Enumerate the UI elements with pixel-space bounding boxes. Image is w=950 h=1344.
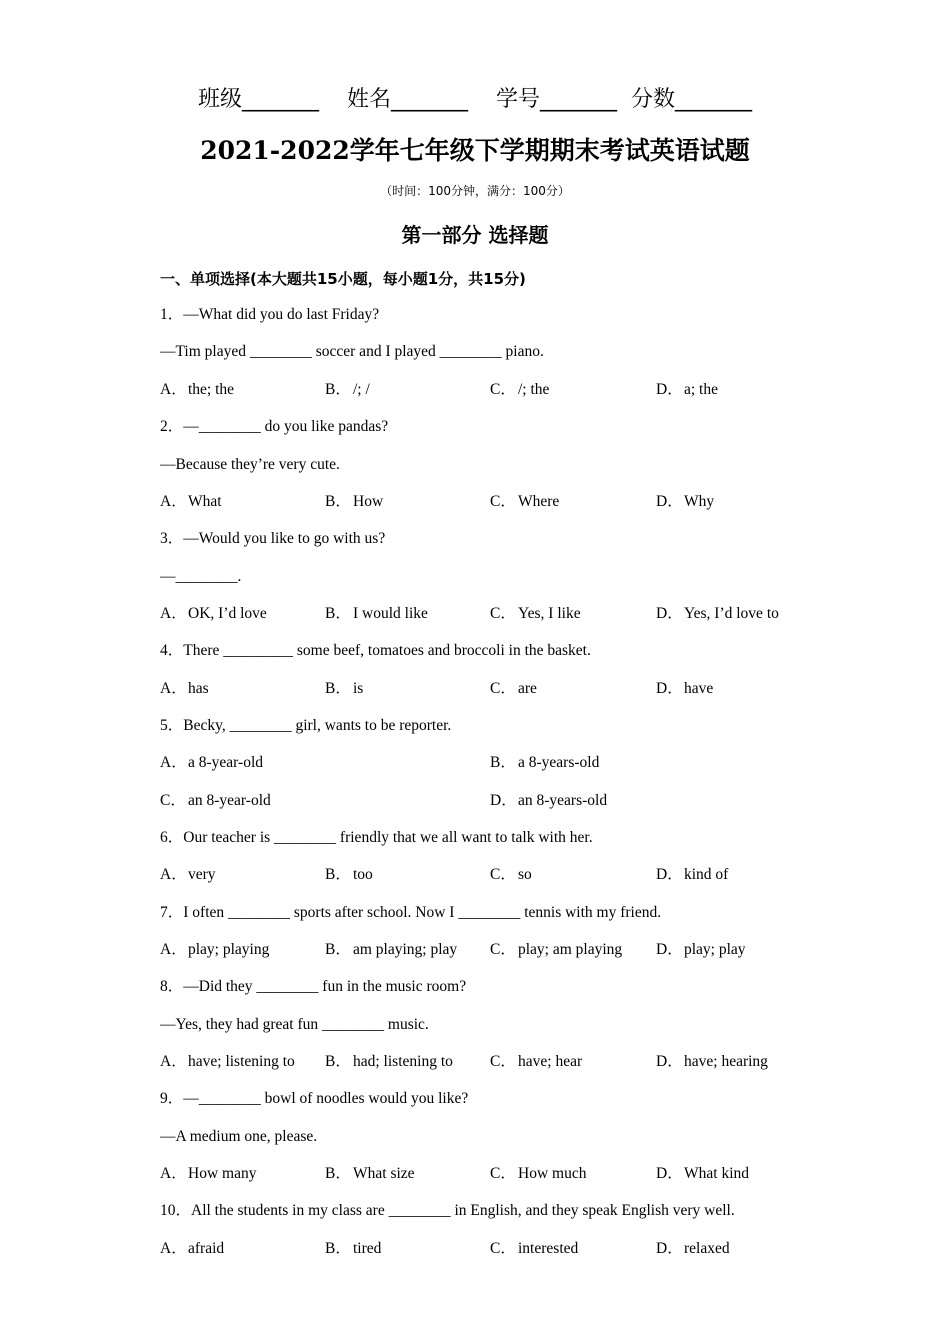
option-letter: B．: [490, 754, 516, 771]
question-2-option-d[interactable]: [656, 492, 714, 512]
option-text: are: [518, 680, 537, 697]
option-letter: A．: [160, 941, 187, 958]
option-letter: B．: [325, 680, 351, 697]
question-1-option-d[interactable]: [656, 380, 718, 400]
question-1-option-a[interactable]: [160, 380, 234, 400]
question-2-line-2: —Because they’re very cute.: [160, 456, 340, 473]
option-text: have; hear: [518, 1053, 583, 1070]
question-9-option-c[interactable]: [490, 1164, 586, 1184]
option-letter: C．: [490, 1165, 516, 1182]
option-letter: B．: [325, 493, 351, 510]
option-letter: A．: [160, 493, 187, 510]
option-letter: C．: [490, 381, 516, 398]
option-letter: B．: [325, 381, 351, 398]
option-text: relaxed: [684, 1240, 730, 1257]
option-letter: D．: [656, 493, 683, 510]
question-2-option-c[interactable]: [490, 492, 559, 512]
option-text: play; play: [684, 941, 746, 958]
option-text: am playing; play: [353, 941, 458, 958]
question-10-option-a[interactable]: [160, 1239, 224, 1259]
option-text: have: [684, 680, 714, 697]
question-2-option-a[interactable]: [160, 492, 222, 512]
option-text: very: [188, 866, 216, 883]
option-letter: C．: [160, 792, 186, 809]
option-text: How: [353, 493, 384, 510]
option-text: have; hearing: [684, 1053, 768, 1070]
exam-title: 2021-2022学年七年级下学期期末考试英语试题: [200, 136, 750, 165]
option-text: OK, I’d love: [188, 605, 267, 622]
question-8-option-c[interactable]: [490, 1052, 582, 1072]
question-8-line-2: —Yes, they had great fun ________ music.: [160, 1016, 429, 1033]
question-8-option-a[interactable]: [160, 1052, 295, 1072]
option-letter: B．: [325, 1240, 351, 1257]
option-text: Yes, I’d love to: [684, 605, 779, 622]
option-text: afraid: [188, 1240, 225, 1257]
question-7-option-a[interactable]: [160, 940, 269, 960]
question-8-option-b[interactable]: [325, 1052, 453, 1072]
option-letter: B．: [325, 1053, 351, 1070]
option-letter: B．: [325, 866, 351, 883]
question-3-line-1: 3．—Would you like to go with us?: [160, 530, 386, 547]
option-letter: D．: [490, 792, 517, 809]
option-letter: D．: [656, 1053, 683, 1070]
option-text: has: [188, 680, 209, 697]
option-letter: B．: [325, 605, 351, 622]
question-8-line-1: 8．—Did they ________ fun in the music room?: [160, 978, 467, 995]
question-5-line-1: 5．Becky, ________ girl, wants to be reporter.: [160, 717, 452, 734]
question-7-option-d[interactable]: [656, 940, 746, 960]
question-9-option-b[interactable]: [325, 1164, 415, 1184]
question-6-option-c[interactable]: [490, 865, 532, 885]
option-text: Yes, I like: [518, 605, 581, 622]
question-9-option-d[interactable]: [656, 1164, 749, 1184]
question-9-option-a[interactable]: [160, 1164, 256, 1184]
question-4-option-d[interactable]: [656, 679, 713, 699]
option-text: had; listening to: [353, 1053, 453, 1070]
option-text: interested: [518, 1240, 579, 1257]
option-text: What size: [353, 1165, 415, 1182]
option-letter: B．: [325, 941, 351, 958]
option-text: Why: [684, 493, 715, 510]
question-1-line-2: —Tim played ________ soccer and I played ________ piano.: [160, 343, 544, 360]
option-letter: B．: [325, 1165, 351, 1182]
option-letter: D．: [656, 1165, 683, 1182]
option-letter: A．: [160, 1165, 187, 1182]
option-letter: A．: [160, 1053, 187, 1070]
option-text: the; the: [188, 381, 235, 398]
section-title: 一、单项选择(本大题共15小题，每小题1分，共15分): [160, 270, 526, 288]
option-text: play; playing: [188, 941, 270, 958]
question-4-line-1: 4．There _________ some beef, tomatoes and broccoli in the basket.: [160, 642, 591, 659]
option-letter: D．: [656, 1240, 683, 1257]
question-5-option-b[interactable]: [490, 753, 599, 773]
student-info-line: 班级_______ 姓名_______ 学号_______ 分数_______: [198, 87, 752, 112]
option-letter: A．: [160, 381, 187, 398]
question-4-option-a[interactable]: [160, 679, 209, 699]
question-10-option-b[interactable]: [325, 1239, 381, 1259]
option-letter: A．: [160, 680, 187, 697]
question-1-option-c[interactable]: [490, 380, 549, 400]
option-letter: A．: [160, 1240, 187, 1257]
question-6-option-a[interactable]: [160, 865, 216, 885]
question-3-option-d[interactable]: [656, 604, 779, 624]
option-text: What: [188, 493, 222, 510]
option-text: a 8-year-old: [188, 754, 263, 771]
option-text: I would like: [353, 605, 428, 622]
question-2-line-1: 2．—________ do you like pandas?: [160, 418, 389, 435]
option-letter: C．: [490, 941, 516, 958]
question-7-option-c[interactable]: [490, 940, 622, 960]
part-title: 第一部分 选择题: [401, 223, 549, 247]
question-7-line-1: 7．I often ________ sports after school. Now I ________ tennis with my friend.: [160, 904, 662, 921]
question-2-option-b[interactable]: [325, 492, 383, 512]
option-letter: C．: [490, 493, 516, 510]
question-1-option-b[interactable]: [325, 380, 370, 400]
question-9-line-2: —A medium one, please.: [160, 1128, 318, 1145]
option-text: a 8-years-old: [518, 754, 600, 771]
question-5-option-c[interactable]: [160, 791, 271, 811]
option-letter: D．: [656, 381, 683, 398]
question-3-option-c[interactable]: [490, 604, 581, 624]
option-letter: C．: [490, 1240, 516, 1257]
option-letter: C．: [490, 680, 516, 697]
option-text: Where: [518, 493, 560, 510]
question-6-line-1: 6．Our teacher is ________ friendly that we all want to talk with her.: [160, 829, 593, 846]
option-text: play; am playing: [518, 941, 623, 958]
question-5-option-d[interactable]: [490, 791, 607, 811]
question-10-option-c[interactable]: [490, 1239, 578, 1259]
question-3-line-2: —________.: [160, 568, 242, 585]
question-3-option-a[interactable]: [160, 604, 267, 624]
option-text: kind of: [684, 866, 729, 883]
option-text: so: [518, 866, 532, 883]
option-text: /; the: [518, 381, 550, 398]
question-4-option-c[interactable]: [490, 679, 537, 699]
option-letter: D．: [656, 941, 683, 958]
option-letter: A．: [160, 866, 187, 883]
option-text: too: [353, 866, 373, 883]
option-letter: D．: [656, 605, 683, 622]
option-letter: D．: [656, 866, 683, 883]
option-text: How much: [518, 1165, 587, 1182]
question-10-option-d[interactable]: [656, 1239, 730, 1259]
option-text: tired: [353, 1240, 382, 1257]
option-letter: C．: [490, 1053, 516, 1070]
question-3-option-b[interactable]: [325, 604, 428, 624]
option-letter: C．: [490, 605, 516, 622]
option-text: an 8-year-old: [188, 792, 271, 809]
option-text: is: [353, 680, 364, 697]
question-5-option-a[interactable]: [160, 753, 263, 773]
option-letter: A．: [160, 754, 187, 771]
option-text: What kind: [684, 1165, 749, 1182]
exam-subtitle: （时间：100分钟，满分：100分）: [380, 184, 570, 198]
option-text: an 8-years-old: [518, 792, 608, 809]
option-letter: A．: [160, 605, 187, 622]
question-8-option-d[interactable]: [656, 1052, 768, 1072]
option-text: have; listening to: [188, 1053, 295, 1070]
question-6-option-b[interactable]: [325, 865, 373, 885]
question-6-option-d[interactable]: [656, 865, 728, 885]
question-10-line-1: 10．All the students in my class are ________ in English, and they speak English very well.: [160, 1202, 735, 1219]
question-7-option-b[interactable]: [325, 940, 457, 960]
question-1-line-1: 1．—What did you do last Friday?: [160, 306, 380, 323]
question-4-option-b[interactable]: [325, 679, 363, 699]
option-text: How many: [188, 1165, 257, 1182]
option-letter: D．: [656, 680, 683, 697]
option-letter: C．: [490, 866, 516, 883]
option-text: /; /: [353, 381, 370, 398]
question-9-line-1: 9．—________ bowl of noodles would you like?: [160, 1090, 469, 1107]
option-text: a; the: [684, 381, 718, 398]
